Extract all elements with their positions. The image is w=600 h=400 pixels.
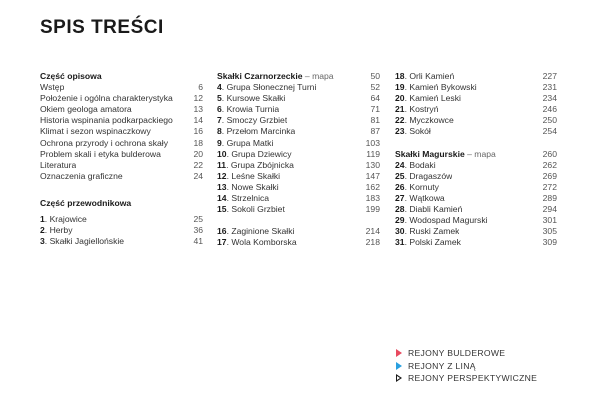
toc-entry[interactable]: 6. Krowia Turnia 71	[217, 104, 380, 115]
entry-number: 14	[217, 193, 227, 204]
toc-list-czarnorzeckie	[217, 82, 380, 215]
entry-label: Smoczy Grzbiet	[226, 115, 288, 126]
entry-number: 4	[217, 82, 222, 93]
toc-entry[interactable]: 15. Sokoli Grzbiet 199	[217, 204, 380, 215]
page-number: 231	[542, 82, 557, 93]
toc-entry[interactable]: 26. Kornuty 272	[395, 181, 557, 192]
toc-list-other	[217, 226, 380, 248]
page-number: 87	[370, 126, 380, 137]
entry-label: Grupa Zbójnicka	[230, 159, 294, 170]
entry-label: Wstęp	[40, 82, 65, 93]
section-heading-czarnorzeckie[interactable]	[217, 71, 380, 82]
page-number: 20	[193, 148, 203, 159]
entry-number: 17	[217, 237, 227, 248]
toc-entry[interactable]: 25. Dragaszów 269	[395, 170, 557, 181]
toc-entry[interactable]	[40, 149, 203, 160]
entry-number: 15	[217, 204, 227, 215]
entry-label: Problem skali i etyka bulderowa	[40, 148, 161, 159]
page-number: 119	[366, 148, 380, 159]
toc-entry[interactable]: 12. Leśne Skałki 147	[217, 170, 380, 181]
entry-label: Grupa Dziewicy	[231, 148, 292, 159]
section-heading-descriptive: Część opisowa	[40, 71, 102, 81]
toc-list-guide	[40, 214, 203, 247]
page-number: 301	[542, 215, 557, 226]
page-number: 305	[542, 226, 557, 237]
entry-label: Kornuty	[409, 181, 439, 192]
entry-number: 8	[217, 126, 222, 137]
entry-number: 24	[395, 159, 405, 170]
entry-label: Leśne Skałki	[231, 170, 281, 181]
entry-number: 31	[395, 237, 405, 248]
page-number: 234	[542, 93, 557, 104]
legend	[396, 347, 537, 385]
legend-item-prospective	[396, 372, 537, 385]
section-heading-label: Skałki Czarnorzeckie	[217, 71, 303, 81]
toc-entry[interactable]: 22. Myczkowce 250	[395, 115, 557, 126]
page-number: 218	[365, 237, 380, 248]
toc-list-podkarpacie	[395, 71, 557, 138]
entry-label: Sokoli Grzbiet	[231, 204, 285, 215]
entry-label: Kamień Leski	[409, 93, 461, 104]
toc-entry[interactable]	[40, 160, 203, 171]
page-number: 260	[542, 148, 557, 159]
page-number: 12	[193, 93, 203, 104]
entry-label: Myczkowce	[409, 115, 454, 126]
entry-number: 7	[217, 115, 222, 126]
entry-label: Grupa Słonecznej Turni	[226, 82, 317, 93]
toc-entry[interactable]: 23. Sokół 254	[395, 126, 557, 137]
toc-entry[interactable]: 17. Wola Komborska 218	[217, 237, 380, 248]
toc-entry[interactable]: 16. Zaginione Skałki 214	[217, 226, 380, 237]
page-title: SPIS TREŚCI	[40, 17, 164, 38]
page-number: 130	[365, 159, 380, 170]
toc-entry[interactable]: 18. Orli Kamień 227	[395, 71, 557, 81]
entry-number: 20	[395, 93, 405, 104]
toc-entry[interactable]: 24. Bodaki 262	[395, 159, 557, 170]
triangle-red-icon	[396, 349, 402, 357]
entry-label: Krowia Turnia	[226, 104, 280, 115]
entry-number: 29	[395, 215, 405, 226]
toc-entry[interactable]: 5. Kursowe Skałki 64	[217, 93, 380, 104]
entry-number: 26	[395, 181, 405, 192]
entry-number: 2	[40, 225, 45, 236]
entry-label: Oznaczenia graficzne	[40, 170, 123, 181]
page-number: 250	[542, 115, 557, 126]
entry-label: Wodospad Magurski	[409, 215, 488, 226]
toc-entry[interactable]: 21. Kostryń 246	[395, 104, 557, 115]
page-number: 269	[542, 170, 557, 181]
toc-entry[interactable]	[40, 93, 203, 104]
toc-entry[interactable]: 3. Skałki Jagiellońskie 41	[40, 236, 203, 247]
toc-entry[interactable]	[40, 171, 203, 182]
entry-number: 19	[395, 82, 405, 93]
toc-entry[interactable]: 10. Grupa Dziewicy 119	[217, 148, 380, 159]
toc-entry[interactable]: 19. Kamień Bykowski 231	[395, 82, 557, 93]
entry-label: Wola Komborska	[231, 237, 297, 248]
toc-entry[interactable]	[40, 82, 203, 93]
page-number: 36	[193, 225, 203, 236]
section-heading-guide: Część przewodnikowa	[40, 198, 132, 209]
toc-entry[interactable]: 7. Smoczy Grzbiet 81	[217, 115, 380, 126]
entry-label: Strzelnica	[231, 193, 270, 204]
toc-entry[interactable]: 2. Herby 36	[40, 225, 203, 236]
page-number: 81	[370, 115, 380, 126]
entry-number: 27	[395, 193, 405, 204]
toc-entry[interactable]: 13. Nowe Skałki 162	[217, 181, 380, 192]
toc-entry[interactable]: 9. Grupa Matki 103	[217, 137, 380, 148]
entry-label: Sokół	[409, 126, 431, 137]
section-heading-magurskie[interactable]	[395, 149, 557, 160]
entry-number: 22	[395, 115, 405, 126]
page-number: 50	[370, 71, 380, 81]
page-number: 199	[365, 204, 380, 215]
entry-label: Orli Kamień	[409, 71, 455, 81]
entry-label: Przełom Marcinka	[226, 126, 296, 137]
legend-label: REJONY Z LINĄ	[408, 360, 476, 371]
page-number: 214	[365, 226, 380, 237]
page-number: 294	[542, 204, 557, 215]
page-number: 289	[542, 193, 557, 204]
entry-number: 21	[395, 104, 405, 115]
entry-number: 11	[217, 159, 227, 170]
toc-entry[interactable]: 31. Polski Zamek 309	[395, 237, 557, 248]
entry-number: 18	[395, 71, 405, 81]
entry-label: Polski Zamek	[409, 237, 461, 248]
entry-number: 23	[395, 126, 405, 137]
section-heading-suffix: – mapa	[464, 148, 496, 159]
toc-entry[interactable]: 29. Wodospad Magurski 301	[395, 215, 557, 226]
toc-entry[interactable]	[40, 126, 203, 137]
page-number: 41	[193, 236, 203, 247]
section-heading-label: Skałki Magurskie	[395, 148, 465, 159]
page-number: 18	[193, 137, 203, 148]
entry-label: Ochrona przyrody i ochrona skały	[40, 137, 169, 148]
entry-label: Literatura	[40, 159, 77, 170]
entry-label: Kursowe Skałki	[226, 93, 286, 104]
page-number: 64	[370, 93, 380, 104]
toc-entry[interactable]: 8. Przełom Marcinka 87	[217, 126, 380, 137]
section-heading-suffix: – mapa	[302, 71, 334, 81]
toc-entry[interactable]: 20. Kamień Leski 234	[395, 93, 557, 104]
page-number: 22	[193, 159, 203, 170]
toc-entry[interactable]: 14. Strzelnica 183	[217, 193, 380, 204]
entry-label: Wątkowa	[409, 193, 445, 204]
entry-label: Kamień Bykowski	[409, 82, 477, 93]
entry-label: Nowe Skałki	[231, 181, 279, 192]
entry-label: Diabli Kamień	[409, 204, 463, 215]
page-number: 162	[365, 181, 380, 192]
entry-label: Klimat i sezon wspinaczkowy	[40, 126, 151, 137]
entry-number: 12	[217, 170, 227, 181]
entry-number: 28	[395, 204, 405, 215]
toc-entry[interactable]: 4. Grupa Słonecznej Turni 52	[217, 82, 380, 93]
triangle-outline-icon	[396, 374, 402, 382]
legend-item-rope	[396, 360, 537, 373]
entry-label: Krajowice	[49, 214, 87, 225]
page-number: 272	[542, 181, 557, 192]
entry-label: Skałki Jagiellońskie	[49, 236, 125, 247]
legend-label: REJONY BULDEROWE	[408, 348, 506, 358]
entry-label: Historia wspinania podkarpackiego	[40, 115, 173, 126]
legend-label: REJONY PERSPEKTYWICZNE	[408, 373, 538, 383]
entry-label: Dragaszów	[409, 170, 453, 181]
entry-label: Grupa Matki	[226, 137, 274, 148]
page-number: 13	[193, 104, 203, 115]
toc-entry[interactable]: 1. Krajowice 25	[40, 214, 203, 225]
entry-number: 10	[217, 148, 227, 159]
page-number: 183	[365, 193, 380, 204]
page-number: 25	[193, 214, 203, 225]
page-number: 6	[198, 82, 203, 93]
entry-number: 6	[217, 104, 222, 115]
legend-item-boulder	[396, 347, 537, 360]
entry-label: Ruski Zamek	[409, 226, 460, 237]
toc-entry[interactable]: 28. Diabli Kamień 294	[395, 204, 557, 215]
entry-number: 9	[217, 137, 222, 148]
toc-column-2	[217, 71, 380, 249]
page-number: 227	[542, 71, 557, 81]
entry-label: Bodaki	[409, 159, 436, 170]
page-number: 52	[370, 82, 380, 93]
page-number: 309	[542, 237, 557, 248]
toc-list-descriptive	[40, 82, 203, 182]
page-number: 71	[370, 104, 380, 115]
triangle-blue-icon	[396, 362, 402, 370]
entry-label: Herby	[49, 225, 73, 236]
page-number: 147	[365, 170, 380, 181]
entry-number: 1	[40, 214, 45, 225]
toc-entry[interactable]: 11. Grupa Zbójnicka 130	[217, 159, 380, 170]
page-number: 246	[542, 104, 557, 115]
entry-number: 16	[217, 226, 227, 237]
entry-number: 5	[217, 93, 222, 104]
page-number: 14	[193, 115, 203, 126]
page-number: 262	[542, 159, 557, 170]
entry-number: 3	[40, 236, 45, 247]
toc-entry[interactable]	[40, 115, 203, 126]
toc-entry[interactable]: 27. Wątkowa 289	[395, 193, 557, 204]
entry-number: 13	[217, 181, 227, 192]
page-number: 16	[193, 126, 203, 137]
toc-entry[interactable]	[40, 138, 203, 149]
entry-label: Kostryń	[409, 104, 439, 115]
toc-list-magurskie	[395, 160, 557, 249]
page-number: 254	[542, 126, 557, 137]
entry-label: Zaginione Skałki	[231, 226, 295, 237]
entry-number: 25	[395, 170, 405, 181]
toc-entry[interactable]: 30. Ruski Zamek 305	[395, 226, 557, 237]
toc-entry[interactable]	[40, 104, 203, 115]
toc-column-3	[395, 71, 557, 249]
entry-label: Okiem geologa amatora	[40, 104, 132, 115]
page-number: 24	[193, 170, 203, 181]
entry-number: 30	[395, 226, 405, 237]
page-number: 103	[365, 137, 380, 148]
entry-label: Położenie i ogólna charakterystyka	[40, 93, 173, 104]
toc-column-1	[40, 71, 203, 247]
